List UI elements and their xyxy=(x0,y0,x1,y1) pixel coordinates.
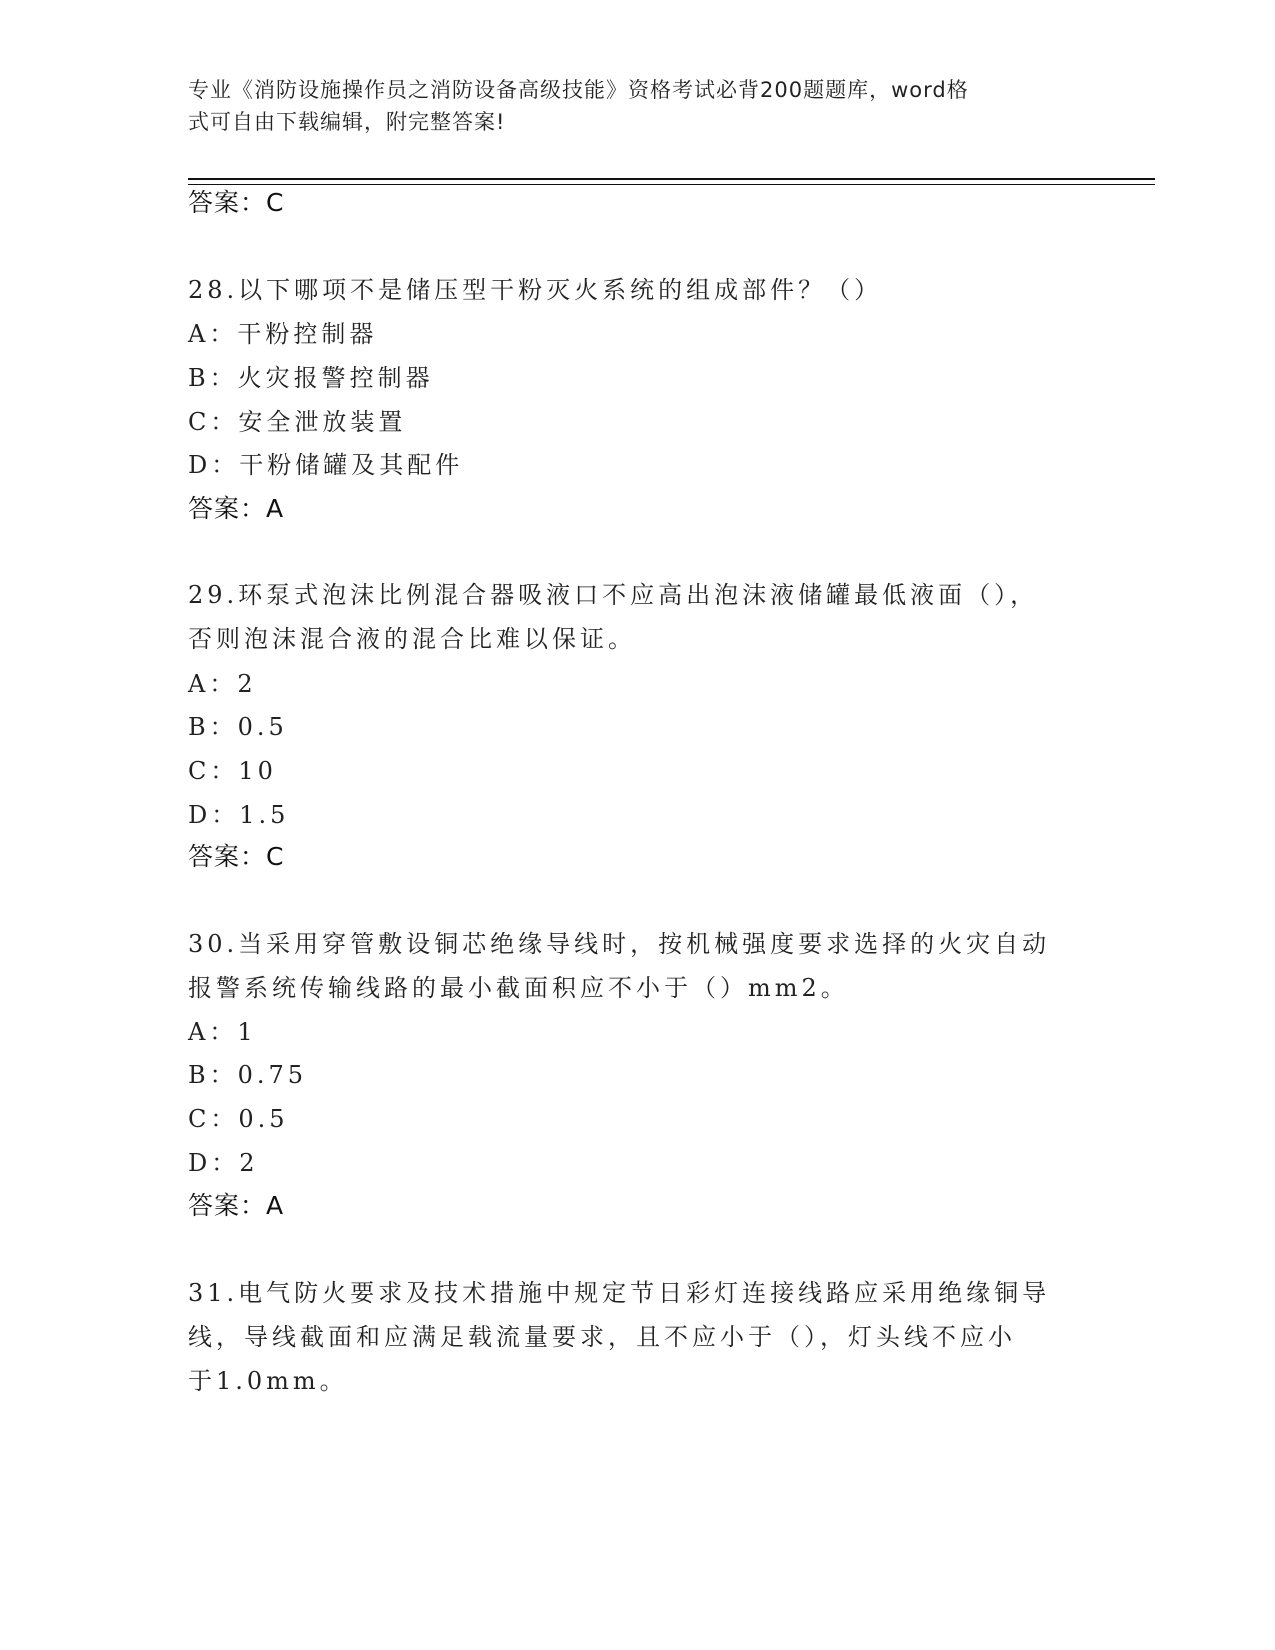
question-30-option-b: B：0.75 xyxy=(188,1061,308,1089)
header-divider-thick xyxy=(188,178,1155,180)
question-28-option-a: A：干粉控制器 xyxy=(188,320,378,348)
question-29-option-a: A：2 xyxy=(188,670,257,698)
question-29-option-c: C：10 xyxy=(188,757,277,785)
header-divider-thin xyxy=(188,184,1155,185)
question-30-option-c: C：0.5 xyxy=(188,1105,289,1133)
question-30-option-d: D：2 xyxy=(188,1149,259,1177)
question-28-option-b: B：火灾报警控制器 xyxy=(188,364,434,392)
question-29-option-b: B：0.5 xyxy=(188,713,288,741)
question-29-option-d: D：1.5 xyxy=(188,801,290,829)
question-31-stem-3: 于1.0mm。 xyxy=(188,1367,348,1395)
question-28-answer: 答案：A xyxy=(188,494,285,523)
question-29-answer: 答案：C xyxy=(188,842,285,871)
question-28-option-d: D：干粉储罐及其配件 xyxy=(188,451,464,479)
answer-previous: 答案：C xyxy=(188,188,285,217)
question-30-option-a: A：1 xyxy=(188,1018,257,1046)
question-30-answer: 答案：A xyxy=(188,1191,285,1220)
question-30-stem-2: 报警系统传输线路的最小截面积应不小于（）mm2。 xyxy=(188,974,849,1002)
question-28-stem-1: 28.以下哪项不是储压型干粉灭火系统的组成部件？（） xyxy=(188,276,883,304)
header-line-2: 式可自由下载编辑，附完整答案! xyxy=(188,110,506,134)
header-line-1: 专业《消防设施操作员之消防设备高级技能》资格考试必背200题题库，word格 xyxy=(188,78,969,102)
question-31-stem-2: 线，导线截面和应满足载流量要求，且不应小于（），灯头线不应小 xyxy=(188,1323,1016,1351)
question-30-stem-1: 30.当采用穿管敷设铜芯绝缘导线时，按机械强度要求选择的火灾自动 xyxy=(188,930,1051,958)
question-31-stem-1: 31.电气防火要求及技术措施中规定节日彩灯连接线路应采用绝缘铜导 xyxy=(188,1279,1051,1307)
question-29-stem-2: 否则泡沫混合液的混合比难以保证。 xyxy=(188,625,636,653)
document-header xyxy=(188,74,1068,138)
question-29-stem-1: 29.环泵式泡沫比例混合器吸液口不应高出泡沫液储罐最低液面（）， xyxy=(188,581,1039,609)
question-28-option-c: C：安全泄放装置 xyxy=(188,408,407,436)
